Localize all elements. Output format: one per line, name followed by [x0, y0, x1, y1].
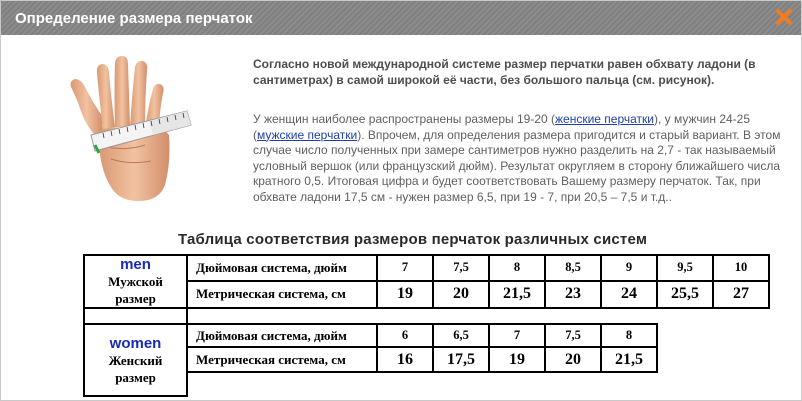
spacer [187, 372, 657, 396]
men-inch-row [84, 255, 769, 281]
men-metric-cell: 27 [713, 281, 769, 308]
men-inch-cell: 10 [713, 255, 769, 281]
para-text-2: ), у мужчин 24-25 ( [253, 112, 751, 142]
men-metric-cell: 24 [601, 281, 657, 308]
men-label-line1: Мужской [108, 274, 163, 289]
intro-text: Согласно новой международной системе размер перчатки равен обхвату ладони (в сантиметрах) в самой широкой её части, без большого пальца (см. рисунок). [253, 57, 756, 87]
men-inch-cell: 9,5 [657, 255, 713, 281]
sizing-paragraph [253, 112, 793, 205]
men-label-cell [84, 255, 187, 308]
women-metric-cell: 17,5 [433, 347, 489, 372]
men-inch-cell: 7,5 [433, 255, 489, 281]
men-size-table [83, 254, 770, 328]
women-label-line2: размер [115, 369, 156, 385]
men-metric-row [84, 281, 769, 308]
dialog-title: Определение размера перчаток [15, 10, 253, 27]
men-inch-cell: 8,5 [545, 255, 601, 281]
men-metric-cell: 23 [545, 281, 601, 308]
close-icon[interactable] [775, 8, 793, 26]
women-gloves-link[interactable]: женские перчатки [555, 112, 654, 126]
women-inch-cell: 6 [377, 324, 433, 347]
para-text-1: У женщин наиболее распространены размеры 19-20 ( [253, 112, 556, 126]
men-metric-cell: 25,5 [657, 281, 713, 308]
women-size-table [83, 323, 658, 397]
men-gloves-link[interactable]: мужские перчатки [257, 127, 358, 142]
women-label-line1: Женский [108, 352, 163, 368]
women-label-cell [84, 324, 187, 396]
women-metric-cell: 20 [545, 347, 601, 372]
men-inch-cell: 8 [489, 255, 545, 281]
women-inch-row [84, 324, 657, 347]
women-metric-label: Метрическая система, см [187, 347, 377, 372]
women-metric-cell: 19 [489, 347, 545, 372]
men-metric-cell: 21,5 [489, 281, 545, 308]
women-eng-label: women [109, 334, 162, 352]
size-table-title: Таблица соответствия размеров перчаток различных систем [178, 231, 648, 248]
men-eng-label: men [120, 256, 151, 273]
men-inch-cell: 9 [601, 255, 657, 281]
men-inch-label: Дюймовая система, дюйм [187, 255, 377, 281]
women-inch-label: Дюймовая система, дюйм [187, 324, 377, 347]
women-inch-cell: 8 [601, 324, 657, 347]
hand-measure-illustration [59, 55, 199, 203]
women-metric-cell: 16 [377, 347, 433, 372]
women-inch-cell: 6,5 [433, 324, 489, 347]
men-metric-cell: 20 [433, 281, 489, 308]
dialog-titlebar [1, 1, 801, 35]
men-metric-label: Метрическая система, см [187, 281, 377, 308]
men-label-line2: размер [115, 291, 156, 306]
men-metric-cell: 19 [377, 281, 433, 308]
men-inch-cell: 7 [377, 255, 433, 281]
women-metric-cell: 21,5 [601, 347, 657, 372]
women-inch-cell: 7,5 [545, 324, 601, 347]
para-text-3: ). Впрочем, для определения размера пригодится и старый вариант. В этом случае число полученных при замере сантиметров нужно разделить на 2,7 - так называемый условный вершок (или французский дюйм). Результат округляем в сторону ближайшего числа кратного 0,5. Итоговая цифра и будет соответствовать Вашему размеру перчаток. Так, при обхвате ладони 17,5 см - нужен размер 6,5, при 19 - 7, при 20,5 – 7,5 и т.д.. [253, 127, 781, 204]
women-inch-cell: 7 [489, 324, 545, 347]
